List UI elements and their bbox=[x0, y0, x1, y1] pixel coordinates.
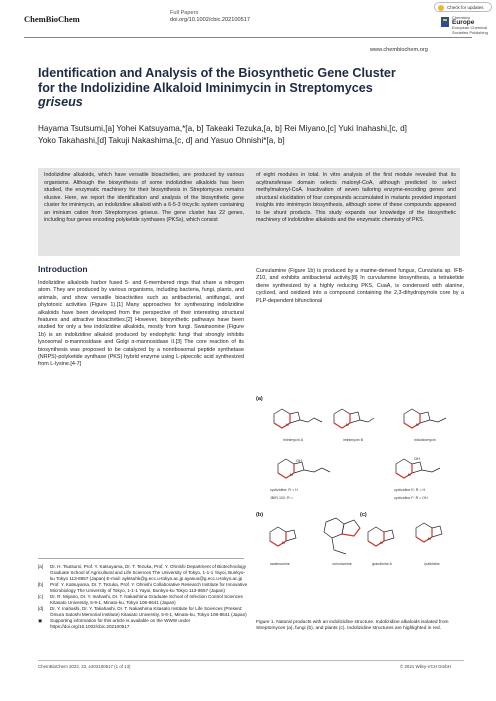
article-title bbox=[38, 66, 458, 110]
label-curvulamine: curvulamine bbox=[332, 562, 352, 566]
affiliation-a: [a] Dr. H. Tsutsumi, Prof. Y. Katsuyama, Dr. T. Tezuka, Prof. Y. Ohnishi Department of Biotechnology Graduate School of Agricultural and Life Sciences The University of Tokyo, 1-1-1 Yayoi, Bunkyo-ku Tokyo 113-8657 (Japan) E-mail: ayktsuhk@g.ecc.u-tokyo.ac.jp ayasuo@g.ecc.u-tokyo.ac.jp bbox=[38, 564, 247, 581]
supporting-info[interactable]: ▣ Supporting information for this article is available on the WWW under https://doi.org/10.1002/cbic.202100517 bbox=[38, 618, 191, 629]
authors-line2: Yoko Takahashi,[d] Takuji Nakashima,[c, d] and Yasuo Ohnishi*[a, b] bbox=[38, 136, 285, 145]
publisher-line3: European Chemical bbox=[452, 25, 488, 30]
label-swainsonine: swainsonine bbox=[270, 562, 290, 566]
publisher-emblem-icon bbox=[440, 16, 450, 28]
label-indolizomycin: indolizomycin bbox=[414, 438, 436, 442]
label-cyclizidine-e: cyclizidine E: R = H bbox=[394, 488, 426, 492]
doi-link[interactable]: doi.org/10.1002/cbic.202100517 bbox=[170, 17, 250, 23]
svg-text:N: N bbox=[282, 541, 285, 545]
affiliation-b: [b] Prof. Y. Katsuyama, Dr. T. Tezuka, Prof. Y. Ohnishi Collaborative Research Institute for Innovative Microbiology The University of Tokyo, 1-1-1 Yayoi, Bunkyo-ku Tokyo 113-8657 (Japan) bbox=[38, 582, 248, 593]
article-meta bbox=[170, 10, 250, 24]
publisher-logo bbox=[452, 15, 488, 35]
intro-left-column: Indolizidine alkaloids harbor fused 5- and 6-membered rings that share a nitrogen atom. They are produced by various organisms, including bacteria, fungi, plants, and animals, and show versatile bioactivities such as antibacterial, antifungal, and phytotoxic activities (Figure 1).[1] Many approaches for synthesizing indolizidine alkaloids have been developed from the perspective of their interesting structural features and attractive bioactivities.[2] However, biosynthetic pathways have been studied for only a few indolizidine alkaloids, mostly from fungi. Swainsonine (Figure 1b) is an indolizidine alkaloid produced by endophytic fungi that strongly inhibits lysosomal α-mannosidase and Golgi α-mannosidase II.[3] The core reaction of its biosynthesis was proposed to be catalyzed by a nonribosomal peptide synthetase (NRPS)-polyketide synthase (PKS) hybrid enzyme using L-pipecolic acid synthesized from L-lysine.[4-7] bbox=[38, 280, 244, 368]
svg-text:N: N bbox=[416, 423, 419, 427]
affiliations bbox=[38, 564, 248, 630]
footer-divider bbox=[38, 660, 464, 661]
abstract-left: Indolizidine alkaloids, which have versatile bioactivities, are produced by various organisms. Although the biosynthesis of some indolizidine alkaloids has been studied, the enzymatic machinery for their biosynthesis in Streptomyces remains elusive. Here, we report the identification and analysis of the biosynthetic gene cluster for iminimycin, an indolizidine alkaloid with a 6-5-3 tricyclic system containing an iminium cation from Streptomyces griseus. The gene cluster has 22 genes, including four genes encoding polyketide synthases (PKSs), which consist bbox=[44, 172, 244, 223]
label-grandisine-a: grandisine A bbox=[372, 562, 392, 566]
svg-text:N: N bbox=[408, 473, 411, 477]
publisher-line2: Europe bbox=[452, 19, 475, 26]
check-updates-icon bbox=[438, 5, 444, 11]
affiliation-d: [d] Dr. Y. Inahashi, Dr. Y. Takahashi, Dr. T. Nakashima Kitasato Institute for Life Sciences (Present: Ōmura Satoshi Memorial Institute) Kitasato University, 5-9-1, Minato-ku, Tokyo 108-8641 (Japan) bbox=[38, 606, 247, 617]
journal-name: ChemBioChem bbox=[24, 14, 80, 24]
author-list bbox=[38, 123, 468, 147]
svg-text:OH: OH bbox=[296, 459, 302, 463]
publisher-line1: Chemistry bbox=[452, 15, 471, 20]
intro-right-column: Curvulamine (Figure 1b) is produced by a marine-derived fungus, Curvularia sp. IFB-Z10, and exhibits antibacterial activity.[8] In curvulamine biosynthesis, a tetraketide diene synthesized by a highly reducing PKS, CuaA, is condensed with alanine, cyclized, and oxidized into a compound containing the 2,3-dihydropyrrole core by a PLP-dependent bifunctional bbox=[256, 268, 464, 304]
label-cyclizidine-f: cyclizidine F: R = OH bbox=[394, 496, 428, 500]
section-heading-introduction: Introduction bbox=[38, 264, 88, 274]
figure-1-caption: Figure 1. Natural products with an indolizidine structure. Indolizidine alkaloids isolated from Streptomyces (a), fungi (b), and plants (c). Indolizidine structures are highlighted in red. bbox=[256, 620, 449, 632]
svg-text:N: N bbox=[290, 473, 293, 477]
header-divider bbox=[24, 37, 472, 38]
svg-text:N: N bbox=[428, 537, 431, 541]
publisher-line4: Societies Publishing bbox=[452, 30, 488, 35]
svg-text:N: N bbox=[286, 423, 289, 427]
panel-label-a: (a) bbox=[256, 396, 263, 402]
label-ipalbidine: ipalbidine bbox=[424, 562, 440, 566]
journal-website[interactable]: www.chembiochem.org bbox=[370, 47, 428, 53]
label-iminimycin-a: iminimycin A bbox=[283, 438, 303, 442]
title-line3: griseus bbox=[38, 95, 83, 110]
label-cyclizidine: cyclizidine: R = H bbox=[270, 488, 298, 492]
footer-citation: ChemBioChem 2022, 23, e202100517 (1 of 13) bbox=[38, 664, 131, 669]
svg-text:N: N bbox=[346, 423, 349, 427]
label-jbir-102: JBIR-102: R = bbox=[270, 496, 293, 500]
footer-copyright: © 2021 Wiley-VCH GmbH bbox=[400, 664, 451, 669]
abstract-right: of eight modules in total. In vitro analysis of the first module revealed that its acyltransferase domain selects malonyl-CoA, although predicted to select methylmalonyl-CoA. Inactivation of seven tailoring enzyme-encoding genes and structural elucidation of four compounds accumulated in mutants provided important insights into iminimycin biosynthesis, although some of these compounds appeared to be shunt products. This study expands our knowledge of the biosynthetic machinery of indolizidine alkaloids and the enzymatic chemistry of PKS. bbox=[256, 172, 456, 223]
title-line1: Identification and Analysis of the Biosynthetic Gene Cluster bbox=[38, 66, 396, 80]
check-updates-label: Check for updates bbox=[447, 5, 484, 10]
svg-text:OH: OH bbox=[414, 457, 420, 461]
check-updates-button[interactable] bbox=[434, 2, 492, 12]
affiliation-c: [c] Dr. R. Miyano, Dr. Y. Inahashi, Dr. T. Nakashima Graduate School of Infection Control Sciences Kitasato University, 5-9-1, Minato-ku, Tokyo 108-8641 (Japan) bbox=[38, 594, 243, 605]
figure-1-structures bbox=[256, 392, 464, 614]
panel-label-b: (b) bbox=[256, 512, 264, 518]
article-type: Full Papers bbox=[170, 10, 199, 16]
title-line2: for the Indolizidine Alkaloid Iminimycin in Streptomyces bbox=[38, 80, 373, 95]
svg-text:N: N bbox=[380, 541, 383, 545]
footnote-divider bbox=[38, 558, 244, 559]
figure-1 bbox=[256, 392, 464, 614]
label-iminimycin-b: iminimycin B bbox=[342, 438, 364, 442]
panel-label-c: (c) bbox=[360, 512, 367, 518]
authors-line1: Hayama Tsutsumi,[a] Yohei Katsuyama,*[a, b] Takeaki Tezuka,[a, b] Rei Miyano,[c] Yuki Inahashi,[c, d] bbox=[38, 124, 407, 133]
